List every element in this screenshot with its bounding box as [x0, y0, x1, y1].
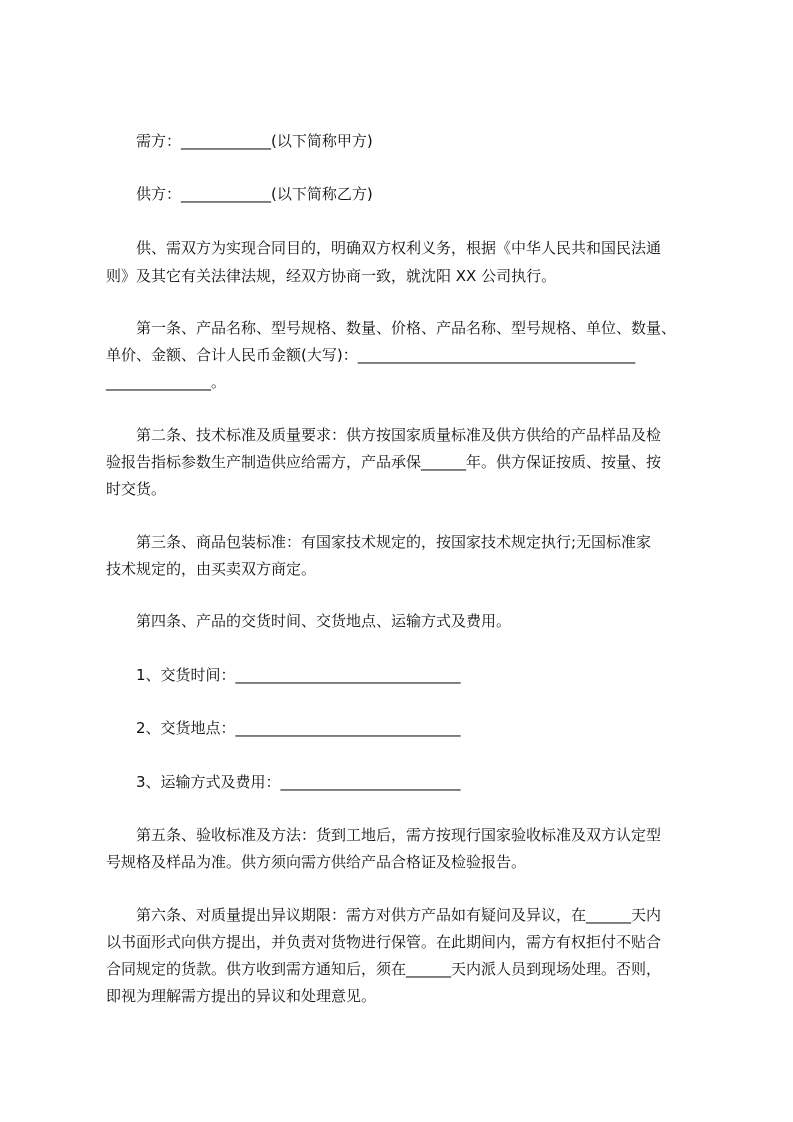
article6-line: 以书面形式向供方提出，并负责对货物进行保管。在此期间内，需方有权拒付不贴合: [106, 933, 662, 951]
article3-line: 第三条、商品包装标准：有国家技术规定的，按国家技术规定执行;无国标准家: [136, 533, 652, 551]
article2-line: 时交货。: [106, 480, 167, 498]
article5-line: 号规格及样品为准。供方须向需方供给产品合格证及检验报告。: [106, 853, 527, 871]
article1-line: 单价、金额、合计人民币金额(大写)：_____________________________________: [106, 346, 636, 364]
article5-line: 第五条、验收标准及方法：货到工地后，需方按现行国家验收标准及双方认定型: [136, 826, 662, 844]
article4-item: 1、交货时间：______________________________: [136, 666, 461, 684]
article2-line: 第二条、技术标准及质量要求：供方按国家质量标准及供方供给的产品样品及检: [136, 426, 662, 444]
article4-item: 2、交货地点：______________________________: [136, 719, 461, 737]
article1-line: 第一条、产品名称、型号规格、数量、价格、产品名称、型号规格、单位、数量、: [136, 319, 677, 337]
party-supplier: 供方：____________(以下简称乙方): [136, 185, 373, 203]
article6-line: 第六条、对质量提出异议期限：需方对供方产品如有疑问及异议，在______天内: [136, 906, 662, 924]
article4-item: 3、运输方式及费用：________________________: [136, 773, 461, 791]
article4-title: 第四条、产品的交货时间、交货地点、运输方式及费用。: [136, 612, 512, 630]
party-buyer: 需方：____________(以下简称甲方): [136, 132, 373, 150]
article1-line: ______________。: [106, 373, 227, 391]
preamble-line: 则》及其它有关法律法规，经双方协商一致，就沈阳 XX 公司执行。: [106, 267, 557, 285]
article6-line: 合同规定的货款。供方收到需方通知后，须在______天内派人员到现场处理。否则，: [106, 960, 662, 978]
preamble-line: 供、需双方为实现合同目的，明确双方权利义务，根据《中华人民共和国民法通: [136, 239, 662, 257]
article2-line: 验报告指标参数生产制造供应给需方，产品承保______年。供方保证按质、按量、按: [106, 453, 662, 471]
article3-line: 技术规定的，由买卖双方商定。: [106, 560, 317, 578]
article6-line: 即视为理解需方提出的异议和处理意见。: [106, 987, 377, 1005]
